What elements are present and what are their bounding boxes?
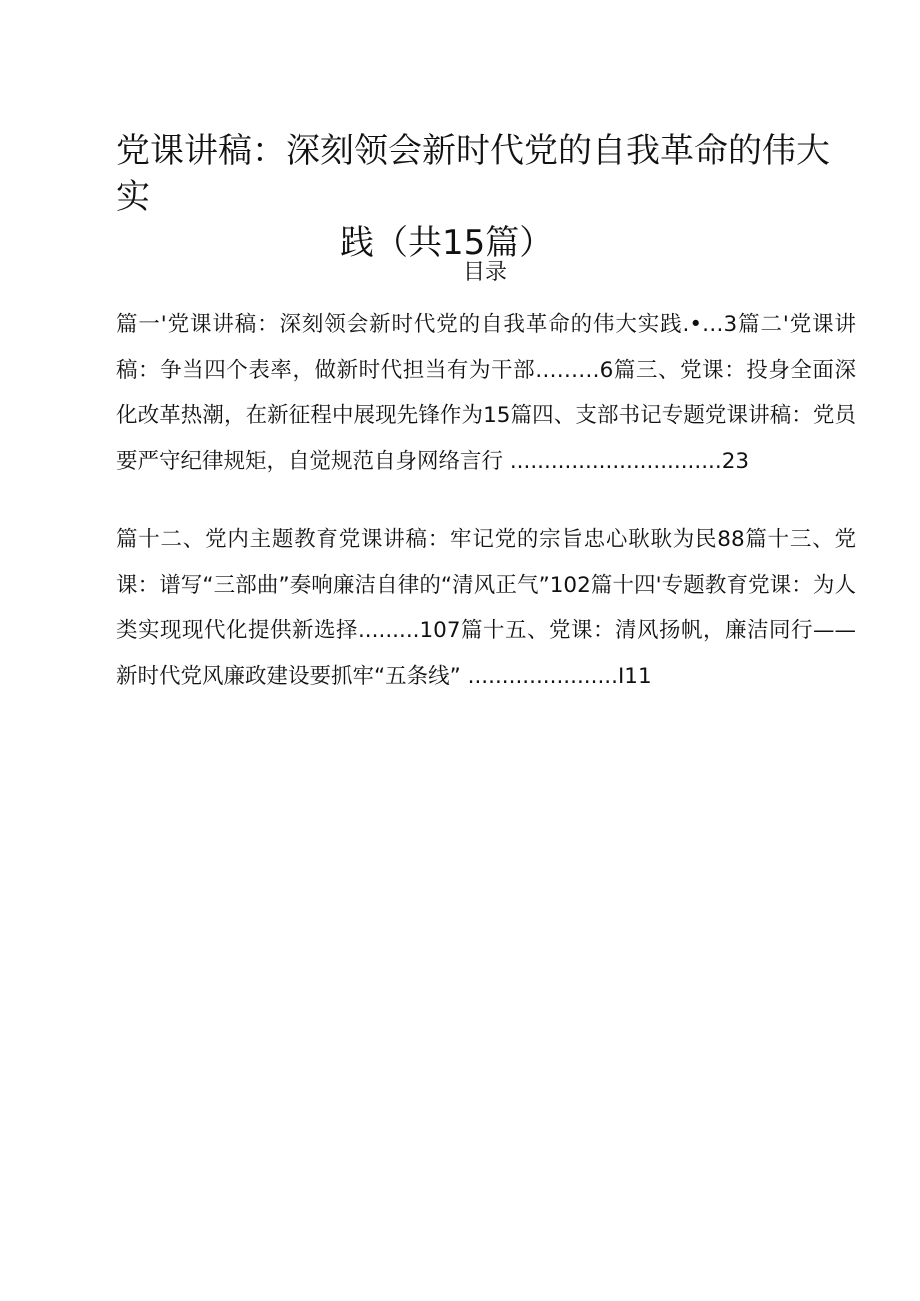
toc-paragraph-2 [116,517,856,699]
document-title [100,128,850,266]
title-line-1: 党课讲稿：深刻领会新时代党的自我革命的伟大实 [116,131,830,217]
toc-paragraph-1 [116,302,856,484]
toc-entries-12-15: 篇十二、党内主题教育党课讲稿：牢记党的宗旨忠心耿耿为民88篇十三、党课：谱写“三部曲”奏响廉洁自律的“清风正气”102篇十四'专题教育党课：为人类实现现代化提供新选择.........107篇十五、党课：清风扬帆，廉洁同行——新时代党风廉政建设要抓牢“五条线” ......................I11 [116,527,856,689]
title-line-2: 践（共15篇） [340,223,554,263]
toc-entries-1-4: 篇一'党课讲稿：深刻领会新时代党的自我革命的伟大实践.•…3篇二'党课讲稿：争当四个表率，做新时代担当有为干部………6篇三、党课：投身全面深化改革热潮，在新征程中展现先锋作为15篇四、支部书记专题党课讲稿：党员要严守纪律规矩，自觉规范自身网络言行 ...............................23 [116,312,856,474]
toc-heading: 目录 [462,260,507,285]
